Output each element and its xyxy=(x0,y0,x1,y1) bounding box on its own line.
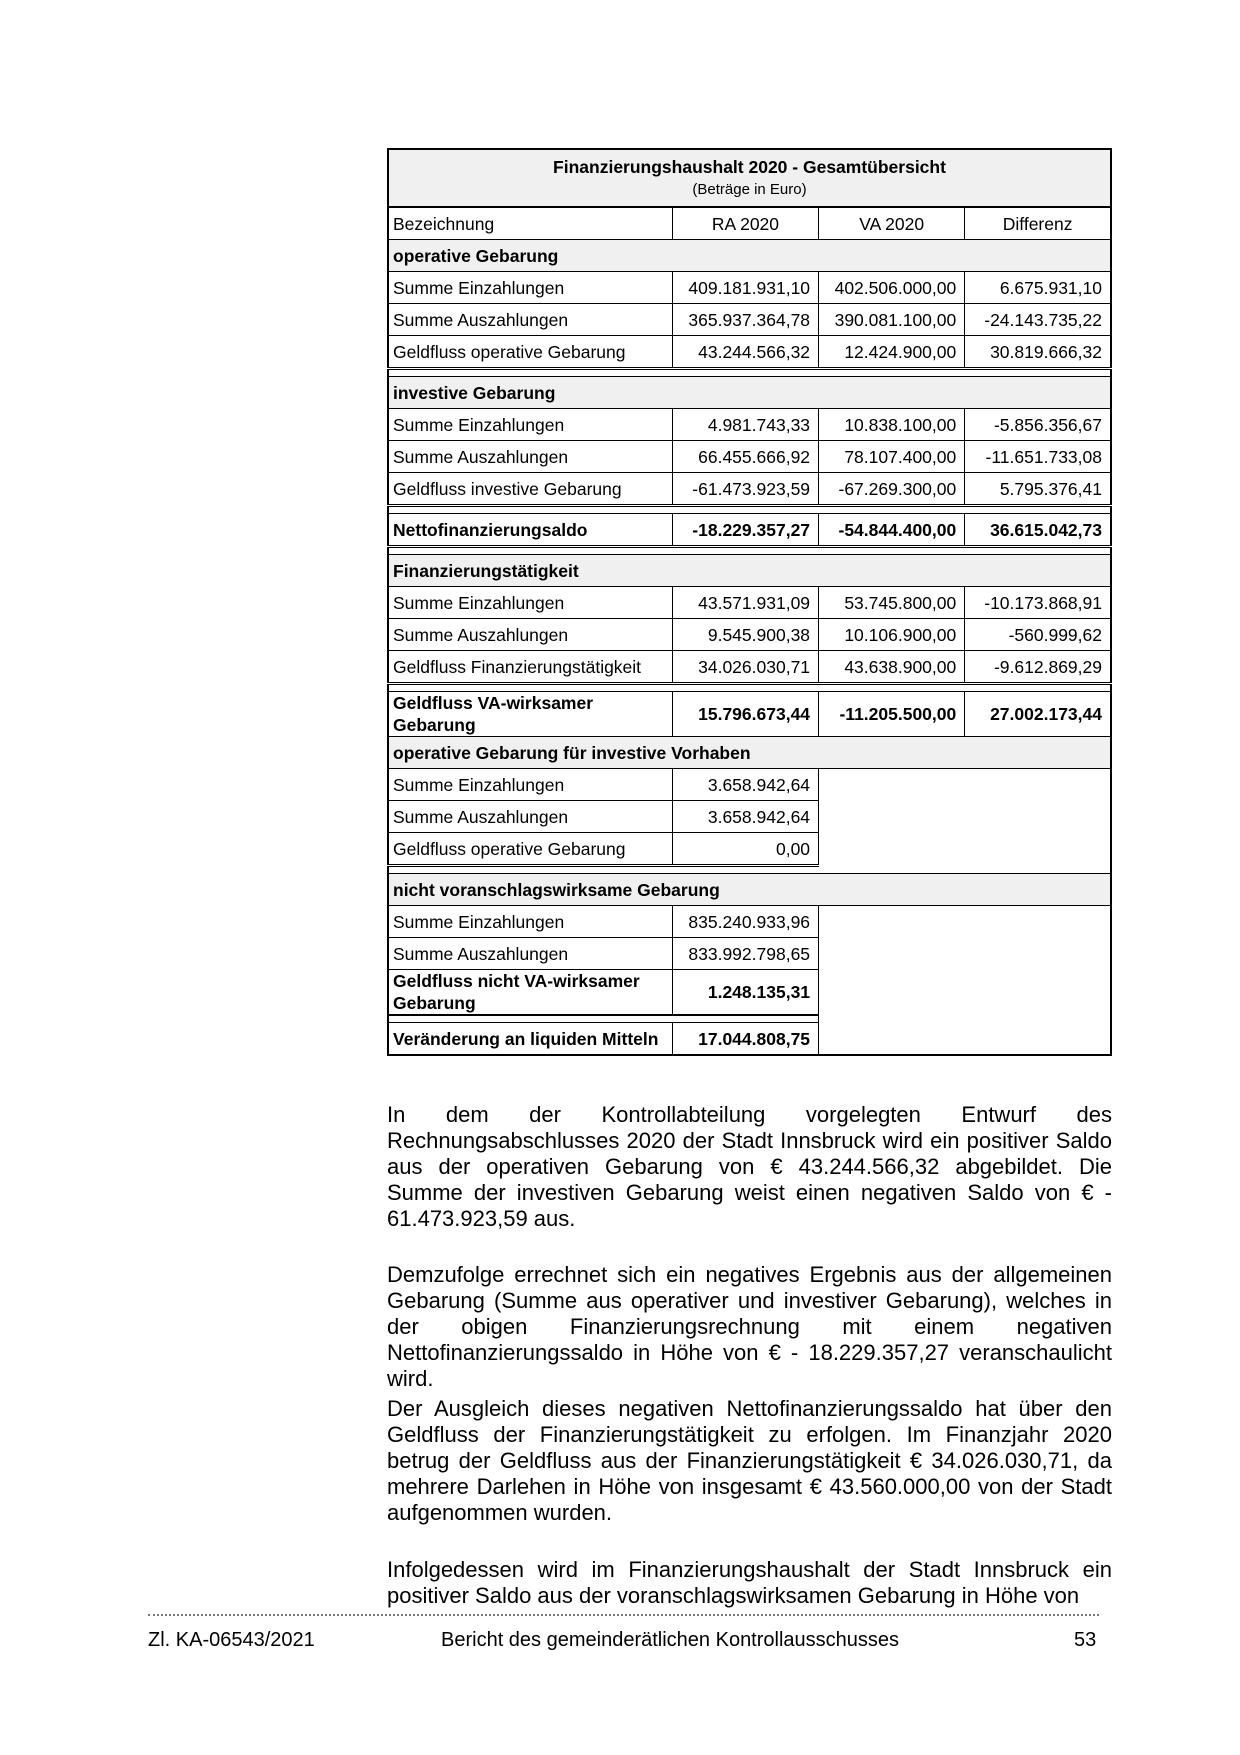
row-ra: 835.240.933,96 xyxy=(672,906,818,938)
finanzierungshaushalt-table xyxy=(387,148,1112,1056)
row-label: Summe Einzahlungen xyxy=(388,906,672,938)
header-bezeichnung: Bezeichnung xyxy=(388,207,672,240)
row-label: Summe Einzahlungen xyxy=(388,272,672,304)
row-diff: -9.612.869,29 xyxy=(965,651,1111,684)
table-row xyxy=(388,304,1111,336)
row-label: Geldfluss investive Gebarung xyxy=(388,473,672,506)
table-row xyxy=(388,619,1111,651)
row-ra: 833.992.798,65 xyxy=(672,938,818,970)
row-ra: 365.937.364,78 xyxy=(672,304,818,336)
row-label: Summe Auszahlungen xyxy=(388,801,672,833)
row-diff: 6.675.931,10 xyxy=(965,272,1111,304)
va-wirksam-diff: 27.002.173,44 xyxy=(965,692,1111,737)
paragraph-1: In dem der Kontrollabteilung vorgelegten Entwurf des Rechnungsabschlusses 2020 der Stadt Innsbruck wird ein positiver Saldo aus der operativen Gebarung von € 43.244.566,32 abgebildet. Die Summe der investiven Gebarung weist einen negativen Saldo von € - 61.473.923,59 aus. xyxy=(387,1102,1112,1231)
footer-reference: Zl. KA-06543/2021 xyxy=(148,1629,315,1651)
row-label: Summe Einzahlungen xyxy=(388,769,672,801)
row-label: Summe Auszahlungen xyxy=(388,304,672,336)
header-differenz: Differenz xyxy=(965,207,1111,240)
section-operative-investive: operative Gebarung für investive Vorhaben xyxy=(388,737,1111,769)
row-label: Geldfluss operative Gebarung xyxy=(388,336,672,369)
va-wirksam-va: -11.205.500,00 xyxy=(819,692,965,737)
row-label: Summe Einzahlungen xyxy=(388,409,672,441)
paragraph-4: Infolgedessen wird im Finanzierungshaushalt der Stadt Innsbruck ein positiver Saldo aus der voranschlagswirksamen Gebarung in Höhe von xyxy=(387,1557,1112,1608)
row-ra: 3.658.942,64 xyxy=(672,769,818,801)
row-va: 43.638.900,00 xyxy=(819,651,965,684)
row-va: 78.107.400,00 xyxy=(819,441,965,473)
row-diff: -5.856.356,67 xyxy=(965,409,1111,441)
table-title: Finanzierungshaushalt 2020 - Gesamtübersicht xyxy=(553,156,946,177)
va-wirksam-ra: 15.796.673,44 xyxy=(672,692,818,737)
row-diff: -24.143.735,22 xyxy=(965,304,1111,336)
row-label: Summe Auszahlungen xyxy=(388,441,672,473)
row-ra: 43.571.931,09 xyxy=(672,587,818,619)
row-diff: 5.795.376,41 xyxy=(965,473,1111,506)
paragraph-2: Demzufolge errechnet sich ein negatives Ergebnis aus der allgemeinen Gebarung (Summe aus operativer und investiver Gebarung), welches in der obigen Finanzierungsrechnung mit einem negativen Nettofinanzierungssaldo in Höhe von € - 18.229.357,27 veranschaulicht wird. xyxy=(387,1262,1112,1391)
row-va: -67.269.300,00 xyxy=(819,473,965,506)
row-diff: -11.651.733,08 xyxy=(965,441,1111,473)
table-row xyxy=(388,441,1111,473)
liquide-value: 17.044.808,75 xyxy=(672,1023,818,1056)
section-investive: investive Gebarung xyxy=(388,377,1111,409)
row-va: 53.745.800,00 xyxy=(819,587,965,619)
row-ra: 4.981.743,33 xyxy=(672,409,818,441)
row-label: Geldfluss Finanzierungstätigkeit xyxy=(388,651,672,684)
row-ra: 43.244.566,32 xyxy=(672,336,818,369)
table-row xyxy=(388,336,1111,369)
row-diff: 30.819.666,32 xyxy=(965,336,1111,369)
row-ra: 34.026.030,71 xyxy=(672,651,818,684)
paragraph-3: Der Ausgleich dieses negativen Nettofinanzierungssaldo hat über den Geldfluss der Finanzierungstätigkeit zu erfolgen. Im Finanzjahr 2020 betrug der Geldfluss aus der Finanzierungstätigkeit € 34.026.030,71, da mehrere Darlehen in Höhe von insgesamt € 43.560.000,00 von der Stadt aufgenommen wurden. xyxy=(387,1396,1112,1525)
section-nicht-va: nicht voranschlagswirksame Gebarung xyxy=(388,874,1111,906)
row-ra: -61.473.923,59 xyxy=(672,473,818,506)
liquide-label: Veränderung an liquiden Mitteln xyxy=(388,1023,672,1056)
row-label: Summe Einzahlungen xyxy=(388,587,672,619)
row-diff: -10.173.868,91 xyxy=(965,587,1111,619)
row-ra: 66.455.666,92 xyxy=(672,441,818,473)
netto-diff: 36.615.042,73 xyxy=(965,514,1111,547)
geldfluss-nicht-va-value: 1.248.135,31 xyxy=(672,970,818,1016)
footer-title: Bericht des gemeinderätlichen Kontrollausschusses xyxy=(441,1629,900,1651)
netto-label: Nettofinanzierungsaldo xyxy=(388,514,672,547)
row-va: 10.106.900,00 xyxy=(819,619,965,651)
table-subtitle: (Beträge in Euro) xyxy=(692,180,807,198)
row-ra: 409.181.931,10 xyxy=(672,272,818,304)
table-title-cell xyxy=(388,149,1111,207)
table-row xyxy=(388,473,1111,506)
row-ra: 3.658.942,64 xyxy=(672,801,818,833)
va-wirksam-row xyxy=(388,692,1111,737)
row-ra: 0,00 xyxy=(672,833,818,866)
section-operative: operative Gebarung xyxy=(388,240,1111,272)
table-row xyxy=(388,769,1111,801)
table-header-row xyxy=(388,207,1111,240)
row-va: 12.424.900,00 xyxy=(819,336,965,369)
table-row xyxy=(388,272,1111,304)
header-ra-2020: RA 2020 xyxy=(672,207,818,240)
footer-page-number: 53 xyxy=(1074,1629,1097,1651)
table-row xyxy=(388,651,1111,684)
netto-ra: -18.229.357,27 xyxy=(672,514,818,547)
row-ra: 9.545.900,38 xyxy=(672,619,818,651)
footer-divider xyxy=(148,1614,1099,1616)
row-label: Geldfluss operative Gebarung xyxy=(388,833,672,866)
row-label: Summe Auszahlungen xyxy=(388,938,672,970)
netto-va: -54.844.400,00 xyxy=(819,514,965,547)
va-wirksam-label: Geldfluss VA-wirksamer Gebarung xyxy=(388,692,672,737)
empty-block xyxy=(819,906,1111,1056)
row-diff: -560.999,62 xyxy=(965,619,1111,651)
empty-block xyxy=(819,769,1111,866)
table-row xyxy=(388,906,1111,938)
table-row xyxy=(388,587,1111,619)
header-va-2020: VA 2020 xyxy=(819,207,965,240)
section-finanzierung: Finanzierungstätigkeit xyxy=(388,555,1111,587)
geldfluss-nicht-va-label: Geldfluss nicht VA-wirksamer Gebarung xyxy=(388,970,672,1016)
row-label: Summe Auszahlungen xyxy=(388,619,672,651)
netto-row xyxy=(388,514,1111,547)
table-row xyxy=(388,409,1111,441)
row-va: 402.506.000,00 xyxy=(819,272,965,304)
row-va: 10.838.100,00 xyxy=(819,409,965,441)
row-va: 390.081.100,00 xyxy=(819,304,965,336)
